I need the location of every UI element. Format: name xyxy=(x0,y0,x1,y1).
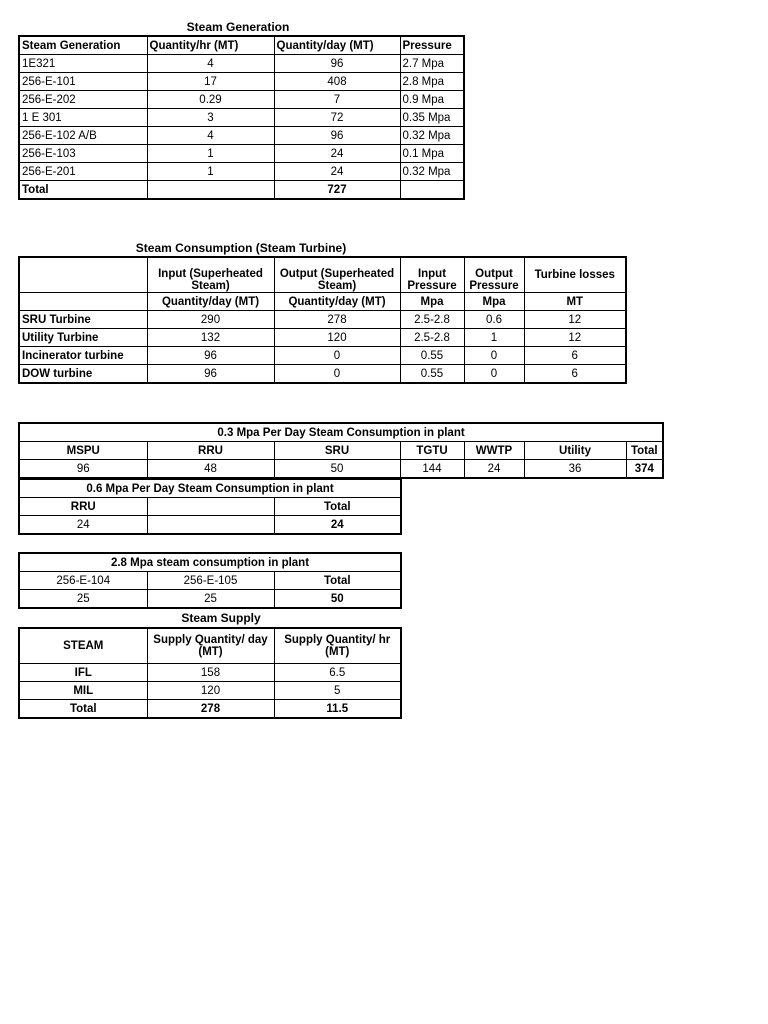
table-cell: 0.55 xyxy=(400,365,464,384)
table-unit-row xyxy=(19,293,626,311)
table-total-row xyxy=(19,181,464,200)
table-row xyxy=(19,347,626,365)
table-total-row xyxy=(19,700,401,719)
total-value: 374 xyxy=(626,460,663,479)
header-cell xyxy=(147,498,274,516)
header-cell: STEAM xyxy=(19,628,147,664)
table-cell xyxy=(400,181,464,200)
table-cell: 0.29 xyxy=(147,91,274,109)
table-cell: 0 xyxy=(464,347,524,365)
table-cell: 17 xyxy=(147,73,274,91)
table-row xyxy=(19,55,464,73)
table-row xyxy=(19,145,464,163)
header-cell: 256-E-105 xyxy=(147,572,274,590)
table-cell: MIL xyxy=(19,682,147,700)
header-cell: Pressure xyxy=(400,36,464,55)
table-cell: 256-E-102 A/B xyxy=(19,127,147,145)
table-cell: 25 xyxy=(147,590,274,609)
table-cell: 2.7 Mpa xyxy=(400,55,464,73)
table-row xyxy=(19,329,626,347)
header-cell: Input (Superheated Steam) xyxy=(147,257,274,293)
table-cell: 256-E-201 xyxy=(19,163,147,181)
header-cell: Supply Quantity/ hr (MT) xyxy=(274,628,401,664)
table-header-row xyxy=(19,442,663,460)
table-cell: 0.9 Mpa xyxy=(400,91,464,109)
table-cell: 0.32 Mpa xyxy=(400,163,464,181)
table-row xyxy=(19,109,464,127)
table-cell: 4 xyxy=(147,55,274,73)
header-cell: Quantity/hr (MT) xyxy=(147,36,274,55)
table-cell: 24 xyxy=(464,460,524,479)
table-cell: 1E321 xyxy=(19,55,147,73)
table-header-row xyxy=(19,257,626,293)
table-cell: 0.6 xyxy=(464,311,524,329)
table-cell: 256-E-202 xyxy=(19,91,147,109)
table-cell: IFL xyxy=(19,664,147,682)
table-cell: 24 xyxy=(274,145,400,163)
table-cell: 144 xyxy=(400,460,464,479)
table-row xyxy=(19,91,464,109)
table-cell: 278 xyxy=(274,311,400,329)
table-cell xyxy=(147,516,274,535)
table-cell: 1 xyxy=(147,145,274,163)
table-cell: 5 xyxy=(274,682,401,700)
table-cell: 25 xyxy=(19,590,147,609)
table-title-row xyxy=(19,479,401,498)
total-value: 727 xyxy=(274,181,400,200)
table-cell: 2.5-2.8 xyxy=(400,311,464,329)
table-cell: 4 xyxy=(147,127,274,145)
table-header-row xyxy=(19,36,464,55)
table-cell: 24 xyxy=(19,516,147,535)
table-cell: 96 xyxy=(147,347,274,365)
table-cell: 36 xyxy=(524,460,626,479)
table-cell: 96 xyxy=(19,460,147,479)
unit-cell xyxy=(19,293,147,311)
table-row xyxy=(19,664,401,682)
header-cell: Turbine losses xyxy=(524,257,626,293)
steam-turbine-table xyxy=(18,256,627,384)
table-cell: 6.5 xyxy=(274,664,401,682)
consumption-2-8-mpa-table xyxy=(18,552,402,609)
header-cell: RRU xyxy=(19,498,147,516)
table-cell: 0 xyxy=(274,347,400,365)
table-cell: 2.8 Mpa xyxy=(400,73,464,91)
table-row xyxy=(19,311,626,329)
table-cell: 12 xyxy=(524,311,626,329)
header-cell: Steam Generation xyxy=(19,36,147,55)
table-cell: 120 xyxy=(147,682,274,700)
table-cell: 24 xyxy=(274,163,400,181)
table-cell: 96 xyxy=(274,127,400,145)
header-cell: Input Pressure xyxy=(400,257,464,293)
header-cell: Quantity/day (MT) xyxy=(274,36,400,55)
header-cell: TGTU xyxy=(400,442,464,460)
table-cell: 158 xyxy=(147,664,274,682)
table-cell: Utility Turbine xyxy=(19,329,147,347)
header-cell: MSPU xyxy=(19,442,147,460)
table-cell: 0.35 Mpa xyxy=(400,109,464,127)
table-cell: 2.5-2.8 xyxy=(400,329,464,347)
table-cell: 256-E-101 xyxy=(19,73,147,91)
header-cell: Total xyxy=(274,572,401,590)
table-cell: 12 xyxy=(524,329,626,347)
table-cell: 408 xyxy=(274,73,400,91)
table-cell: 50 xyxy=(274,460,400,479)
table-title-row xyxy=(19,423,663,442)
table-cell: 0 xyxy=(274,365,400,384)
table-cell: 7 xyxy=(274,91,400,109)
table-cell: 48 xyxy=(147,460,274,479)
consumption-0-6-mpa-table xyxy=(18,478,402,535)
table-cell: 0.32 Mpa xyxy=(400,127,464,145)
table-cell: 6 xyxy=(524,365,626,384)
header-cell: 256-E-104 xyxy=(19,572,147,590)
table-row xyxy=(19,163,464,181)
header-cell: SRU xyxy=(274,442,400,460)
table-cell xyxy=(147,181,274,200)
table-title: 0.3 Mpa Per Day Steam Consumption in plant xyxy=(19,423,663,442)
table-cell: 256-E-103 xyxy=(19,145,147,163)
total-value: 278 xyxy=(147,700,274,719)
table-cell: Incinerator turbine xyxy=(19,347,147,365)
table-cell: 6 xyxy=(524,347,626,365)
table-header-row xyxy=(19,572,401,590)
table-title-row xyxy=(19,553,401,572)
unit-cell: Quantity/day (MT) xyxy=(147,293,274,311)
table-cell: 0 xyxy=(464,365,524,384)
table-row xyxy=(19,516,401,535)
unit-cell: Quantity/day (MT) xyxy=(274,293,400,311)
table-cell: 96 xyxy=(274,55,400,73)
header-cell: Total xyxy=(626,442,663,460)
steam-generation-table xyxy=(18,35,465,200)
table-cell: 0.1 Mpa xyxy=(400,145,464,163)
table-row xyxy=(19,73,464,91)
total-value: 24 xyxy=(274,516,401,535)
steam-supply-title: Steam Supply xyxy=(181,611,261,625)
total-value: 50 xyxy=(274,590,401,609)
header-cell xyxy=(19,257,147,293)
header-cell: WWTP xyxy=(464,442,524,460)
total-label: Total xyxy=(19,700,147,719)
table-cell: 1 xyxy=(147,163,274,181)
table-row xyxy=(19,590,401,609)
unit-cell: Mpa xyxy=(400,293,464,311)
header-cell: Supply Quantity/ day (MT) xyxy=(147,628,274,664)
table-row xyxy=(19,127,464,145)
table-cell: 0.55 xyxy=(400,347,464,365)
table-cell: 72 xyxy=(274,109,400,127)
header-cell: Output (Superheated Steam) xyxy=(274,257,400,293)
total-label: Total xyxy=(19,181,147,200)
table-title: 0.6 Mpa Per Day Steam Consumption in plant xyxy=(19,479,401,498)
table-cell: 120 xyxy=(274,329,400,347)
unit-cell: Mpa xyxy=(464,293,524,311)
table-row xyxy=(19,365,626,384)
table-cell: 132 xyxy=(147,329,274,347)
table-cell: 3 xyxy=(147,109,274,127)
steam-supply-table xyxy=(18,627,402,719)
header-cell: RRU xyxy=(147,442,274,460)
table-cell: 290 xyxy=(147,311,274,329)
header-cell: Output Pressure xyxy=(464,257,524,293)
table-row xyxy=(19,682,401,700)
header-cell: Total xyxy=(274,498,401,516)
table-row xyxy=(19,460,663,479)
total-value: 11.5 xyxy=(274,700,401,719)
steam-turbine-title: Steam Consumption (Steam Turbine) xyxy=(135,241,347,255)
steam-generation-title: Steam Generation xyxy=(186,20,290,34)
table-header-row xyxy=(19,498,401,516)
table-cell: DOW turbine xyxy=(19,365,147,384)
consumption-0-3-mpa-table xyxy=(18,422,664,479)
table-header-row xyxy=(19,628,401,664)
unit-cell: MT xyxy=(524,293,626,311)
table-cell: SRU Turbine xyxy=(19,311,147,329)
header-cell: Utility xyxy=(524,442,626,460)
table-title: 2.8 Mpa steam consumption in plant xyxy=(19,553,401,572)
table-cell: 1 E 301 xyxy=(19,109,147,127)
table-cell: 1 xyxy=(464,329,524,347)
table-cell: 96 xyxy=(147,365,274,384)
